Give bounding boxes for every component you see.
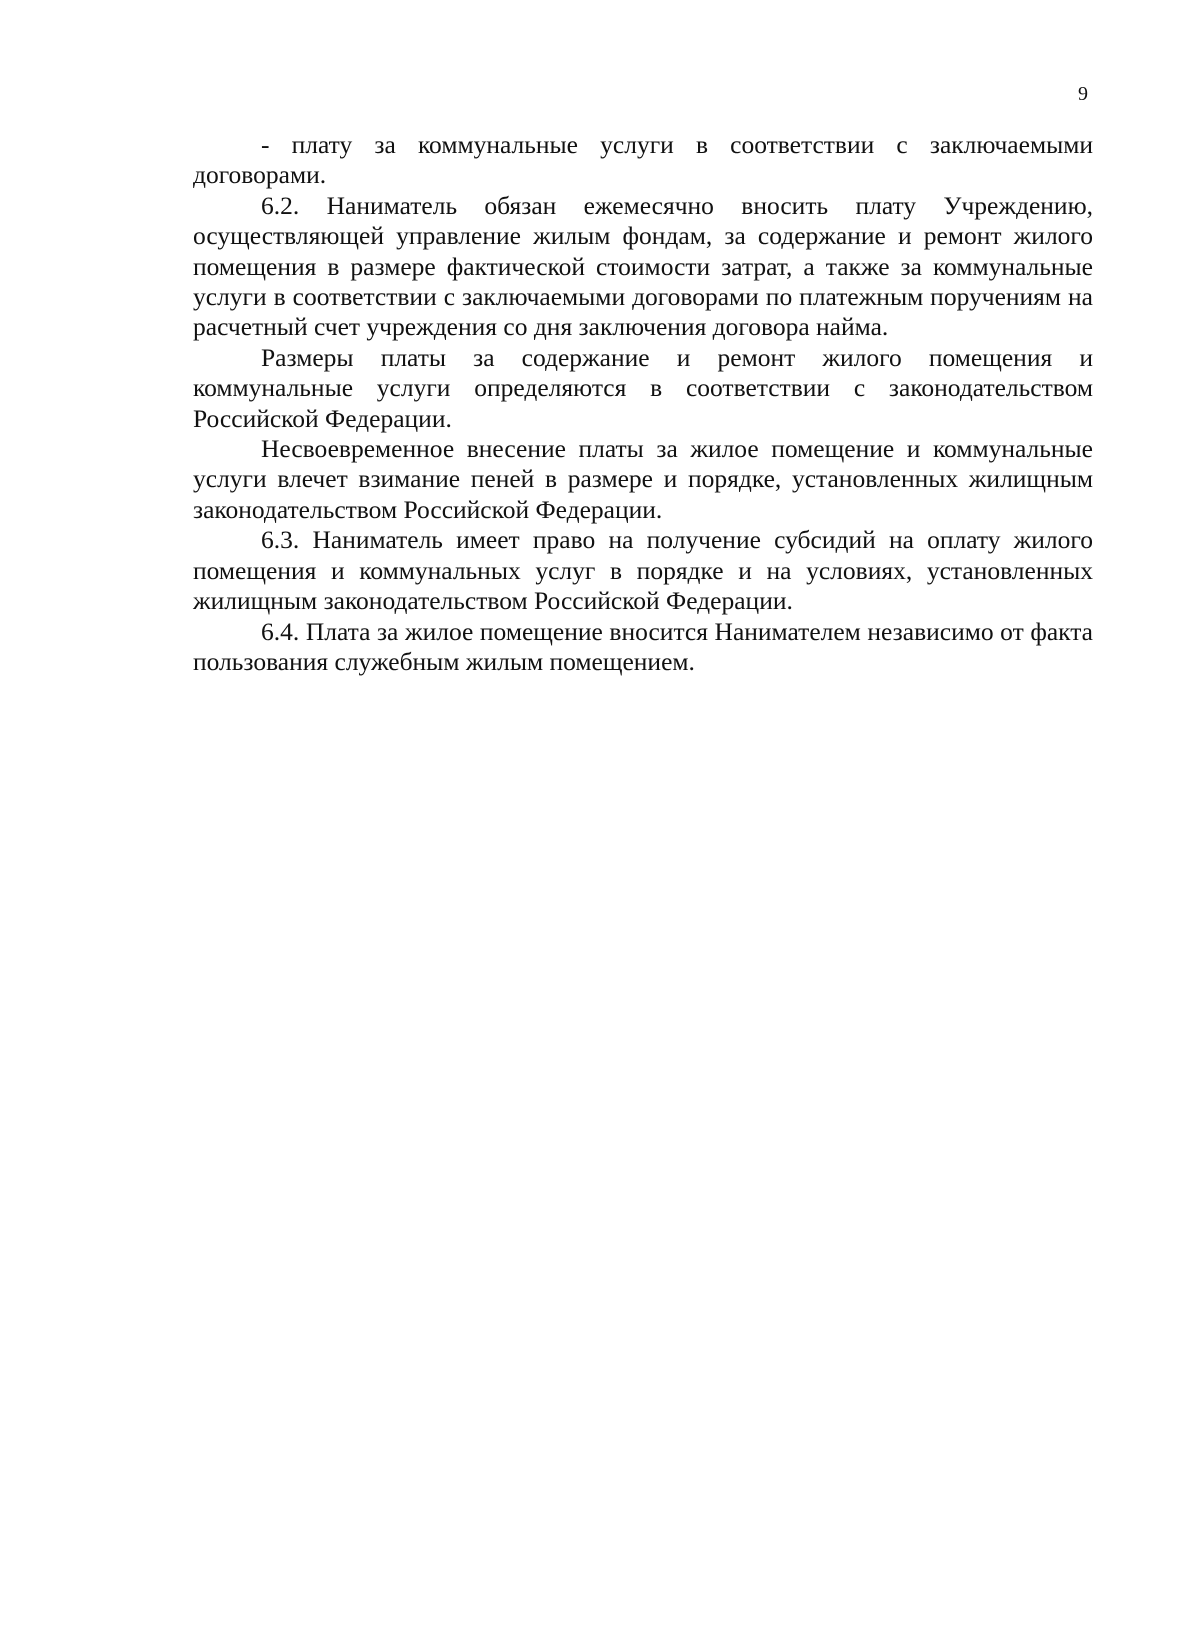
document-body xyxy=(193,130,1093,677)
paragraph-6-4: 6.4. Плата за жилое помещение вносится Нанимателем независимо от факта пользования служебным жилым помещением. xyxy=(193,616,1093,676)
paragraph-6-2: 6.2. Наниматель обязан ежемесячно вносить плату Учреждению, осуществляющей управление жилым фондам, за содержание и ремонт жилого помещения в размере фактической стоимости затрат, а также за коммунальные услуги в соответствии с заключаемыми договорами по платежным поручениям на расчетный счет учреждения со дня заключения договора найма. xyxy=(193,190,1093,342)
page-number: 9 xyxy=(1078,83,1088,105)
paragraph-utility-payment: - плату за коммунальные услуги в соответствии с заключаемыми договорами. xyxy=(193,130,1093,190)
paragraph-6-3: 6.3. Наниматель имеет право на получение субсидий на оплату жилого помещения и коммунальных услуг в порядке и на условиях, установленных жилищным законодательством Российской Федерации. xyxy=(193,525,1093,616)
paragraph-late-payment: Несвоевременное внесение платы за жилое помещение и коммунальные услуги влечет взимание пеней в размере и порядке, установленных жилищным законодательством Российской Федерации. xyxy=(193,434,1093,524)
paragraph-payment-amounts: Размеры платы за содержание и ремонт жилого помещения и коммунальные услуги определяются в соответствии с законодательством Российской Федерации. xyxy=(193,342,1093,433)
